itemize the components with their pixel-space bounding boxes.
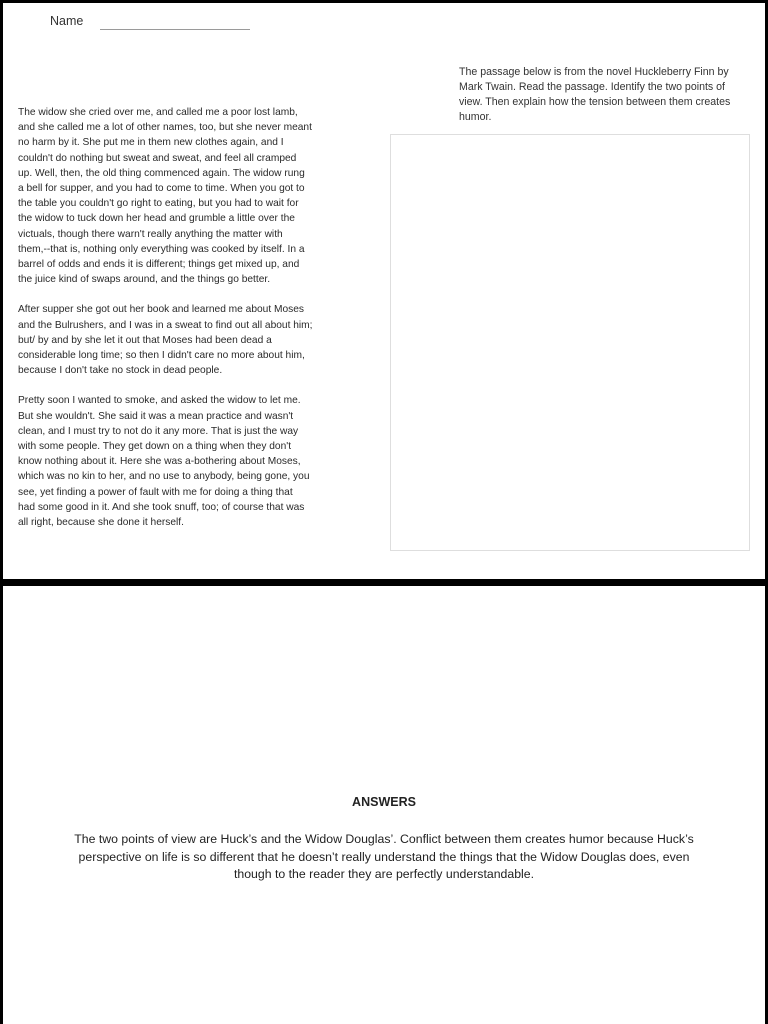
passage-paragraph: After supper she got out her book and learned me about Moses and the Bulrushers, and I was in a sweat to find out all about him; but/ by and by she let it out that Moses had been dead a considerable long time; so then I didn't care no more about him, because I don't take no stock in dead people. bbox=[18, 304, 313, 377]
answers-title: ANSWERS bbox=[352, 795, 416, 809]
answers-page bbox=[3, 586, 765, 1024]
name-label: Name bbox=[50, 14, 84, 28]
passage-paragraph: The widow she cried over me, and called me a poor lost lamb, and she called me a lot of other names, too, but she never meant no harm by it. She put me in them new clothes again, and I couldn't do nothing but sweat and sweat, and feel all cramped up. Well, then, the old thing commenced again. The widow rung a bell for supper, and you had to come to time. When you got to the table you couldn't go right to eating, but you had to wait for the widow to tuck down her head and grumble a little over the victuals, though there warn't really anything the matter with them,--that is, nothing only everything was cooked by itself. In a barrel of odds and ends it is different; things get mixed up, and the juice kind of swaps around, and the things go better. bbox=[18, 107, 312, 286]
answer-writing-box bbox=[390, 134, 750, 551]
name-blank-line bbox=[100, 29, 250, 30]
answers-text: The two points of view are Huck’s and the Widow Douglas’. Conflict between them creates humor because Huck’s perspective on life is so different that he doesn’t really understand the things that the Widow Douglas does, even though to the reader they are perfectly understandable. bbox=[74, 832, 694, 881]
worksheet-page bbox=[3, 3, 765, 579]
instructions-text: The passage below is from the novel Huckleberry Finn by Mark Twain. Read the passage. Identify the two points of view. Then explain how the tension between them creates humor. bbox=[459, 66, 731, 123]
passage bbox=[18, 105, 374, 545]
passage-paragraph: Pretty soon I wanted to smoke, and asked the widow to let me. But she wouldn't. She said it was a mean practice and wasn't clean, and I must try to not do it any more. That is just the way with some people. They get down on a thing when they don't know nothing about it. Here she was a-bothering about Moses, which was no kin to her, and no use to anybody, being gone, you see, yet finding a power of fault with me for doing a thing that had some good in it. And she took snuff, too; of course that was all right, because she done it herself. bbox=[18, 395, 310, 529]
